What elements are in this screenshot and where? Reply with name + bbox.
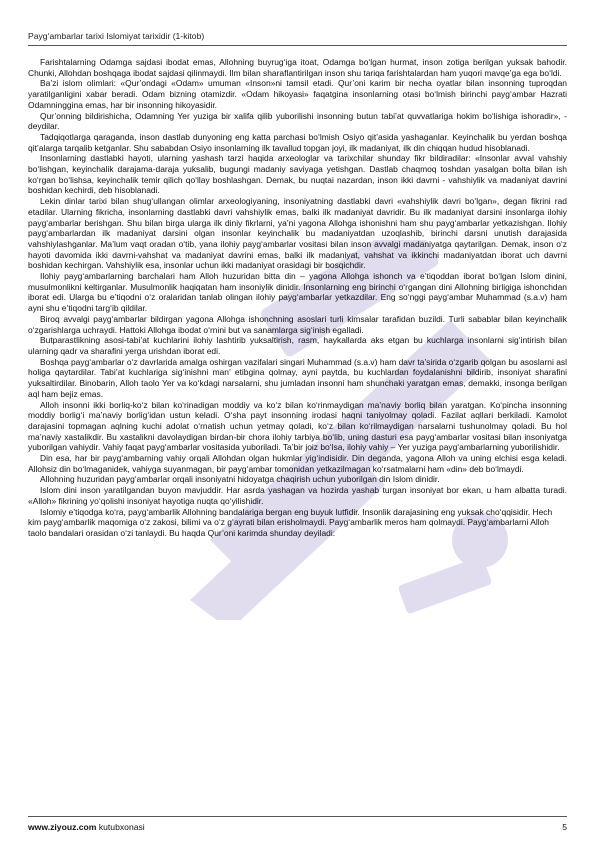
- paragraph: Lekin dinlar tarixi bilan shug‘ullangan olimlar arxeologiyaning, insoniyatning dastlabki davri «vahshiylik davri bo‘lgan», degan fikrini rad etadilar. Ularning fikricha, insonlarning dastlabki davri vahshiylik emas, balki ilk madaniyat davridir. Bu ilk madaniyat darsini insonlarga ilohiy payg‘ambarlar berishgan. Shu bilan birga ularga ilk diniy fikrlarni, ya’ni yagona Allohga ishonishni ham shu payg‘ambarlar yetkazishgan. Ilohiy payg‘ambarlardan ilk madaniyat darsini olgan insonlar keyinchalik bu madaniyatdan uzoqlashib, birinchi darsni unutish darajasida vahshiylashganlar. Ma’lum vaqt oradan o‘tib, yana ilohiy payg‘ambarlar vositasi bilan inson avvalgi madaniyatga qaytarilgan. Demak, inson o‘z hayoti davomida ikki davrni-vahshat va madaniyat davrini emas, balki ilk madaniyat, vahshat va ikkinchi madaniyatdan iborat uch davrni boshidan kechirgan. Vahshiylik esa, insonlar uchun ikki madaniyat orasidagi bir bosqichdir.: [28, 196, 567, 271]
- footer-label: kutubxonasi: [98, 822, 145, 832]
- paragraph: Allohning huzuridan payg‘ambarlar orqali insoniyatni hidoyatga chaqirish uchun yuborilgan din Islom dinidir.: [40, 474, 440, 485]
- paragraph: Ilohiy payg‘ambarlarning barchalari ham Alloh huzuridan bitta din – yagona Allohga ishonch va e’tiqoddan iborat bo‘lgan Islom dinini, musulmonlikni keltirganlar. Musulmonlik haqiqatan ham insoniylik dinidir. Insonlarning eng birinchi o‘rgangan dini Allohning birligiga ishonchdan iborat edi. Ularga bu e’tiqodni o‘z oralaridan tanlab olingan ilohiy payg‘ambarlar yetkazdilar. Eng so‘nggi payg‘ambar Muhammad (s.a.v) ham ayni shu e’tiqodni targ‘ib qildilar.: [28, 271, 567, 314]
- footer-rule: [28, 816, 567, 817]
- paragraph: Din esa, har bir payg‘ambarning vahiy orqali Allohdan olgan hukmlar yig‘indisidir. Din deganda, yagona Alloh va uning elchisi esga keladi. Allohsiz din bo‘lmaganidek, vahiyga suyanmagan, bir payg‘ambar tomonidan yetkazilmagan ko‘rsatmalarni ham «din» deb bo‘lmaydi.: [28, 453, 567, 474]
- paragraph: Islom dini inson yaratilgandan buyon mavjuddir. Har asrda yashagan va hozirda yashab turgan insoniyat bor ekan, u ham albatta turadi. «Alloh» fikrining yo‘qolishi insoniyat hayotiga nuqta qo‘yilishidir.: [28, 485, 567, 506]
- paragraph: Farishtalarning Odamga sajdasi ibodat emas, Allohning buyrug‘iga itoat, Odamga bo‘lgan hurmat, inson zotiga berilgan yuksak bahodir. Chunki, Allohdan boshqaga ibodat sajdasi qilinmaydi. Ilm bilan sharaflantirilgan inson shu tariqa farishtalardan ham yuqori mavqe’ga ega bo‘ldi.: [28, 57, 567, 78]
- paragraph: Boshqa payg‘ambarlar o‘z davrlarida amalga oshirgan vazifalari singari Muhammad (s.a.v) ham davr ta’sirida o‘zgarib qolgan bu asoslarni asl holiga qaytardilar. Tabi’at kuchlariga sig‘inishni man’ etibgina qolmay, ayni paytda, bu kuchlardan foydalanishni bildirib, insoniyat sharafini yuksaltirdilar. Binobarin, Alloh taolo Yer va ko‘kdagi narsalarni, shu jumladan insonni ham shunchaki yaratgan emas, demakki, insonga berilgan aql ham bejiz emas.: [28, 356, 567, 399]
- paragraph: Qur’onning bildirishicha, Odamning Yer yuziga bir xalifa qilib yuborilishi insonning butun tabi’at quvvatlariga hokim bo‘lishiga ishoradir», - deydilar.: [28, 110, 567, 132]
- paragraph: Biroq avvalgi payg‘ambarlar bildirgan yagona Allohga ishonchning asoslari turli kimsalar tarafidan buzildi. Turli sabablar bilan keyinchalik o‘zgarishlarga uchraydi. Hattoki Allohga ibodat o‘rnini but va sanamlarga sig‘inish egalladi.: [28, 313, 567, 335]
- paragraph: Alloh insonni ikki borliq-ko‘z bilan ko‘rinadigan moddiy va ko‘z bilan ko‘rinmaydigan ma’naviy borliq bilan yaratgan. Ko‘pincha insonning moddiy borlig‘i ma’naviy borlig‘idan ustun keladi. O‘sha payt insonning irodasi haqni taniyolmay qoladi. Fazilat aqllari berkiladi. Kamolot darajasini topmagan aqlning kuchi adolat o‘rnatish uchun yetmay qoladi, ko‘z bilan ko‘rilmaydigan narsalarni tushunolmay qoladi. Bu hol ma’naviy xastalikdir. Bu xastalikni davolaydigan birdan-bir chora ilohiy tarbiya bo‘lib, uning dasturi esa payg‘ambarlar vositasi bilan insoniyatga yuborilgan vahiydir. Vahiy faqat payg‘ambarlar vositasida yuboriladi. Ta’bir joiz bo‘lsa, ilohiy vahiy – Yer yuziga payg‘ambarlarning yuborilishidir.: [28, 399, 567, 453]
- paragraph: Ba’zi islom olimlari: «Qur’ondagi «Odam» umuman «Inson»ni tamsil etadi. Qur’oni karim bir necha oyatlar bilan insonning tuproqdan yaratilganligini xabar beradi. Odam bizning otamizdir. «Odam hikoyasi» faqatgina insonlarning otasi bo‘lmish birinchi payg‘ambar Hazrati Odamninggina emas, har bir insonning hikoyasidir.: [28, 78, 567, 110]
- footer-site-link[interactable]: www.ziyouz.com: [28, 822, 97, 832]
- paragraph: Butparastlikning asosi-tabi’at kuchlarini ilohiy lashtirib yuksaltirish, rasm, haykallarda aks etgan bu kuchlarga insonlarni sig‘intirish bilan ularning qadr va sharafini yerga urishdan iborat edi.: [28, 335, 567, 356]
- running-header: Payg‘ambarlar tarixi Islomiyat tarixidir (1-kitob): [28, 31, 205, 41]
- page-footer: [28, 822, 567, 832]
- paragraph: Insonlarning dastlabki hayoti, ularning yashash tarzi haqida arxeologlar va tarixchilar shunday fikr bildiradilar: «Insonlar avval vahshiy bo‘lishgan, keyinchalik darajama-daraja yuksalib, bugungi madaniy saviyaga yetishgan. Dastlab chaqmoq toshdan yasalgan bolta bilan ish ko‘rgan bo‘lishsa, keyinchalik temir qilich qo‘llay boshlashgan. Demak, bu nuqtai nazardan, inson ikki davrni - vahshiylik va madaniyat davrini boshidan kechirdi, deb hisoblanadi.: [28, 153, 567, 196]
- paragraph: Tadqiqotlarga qaraganda, inson dastlab dunyoning eng katta parchasi bo‘lmish Osiyo qit’asida yashaganlar. Keyinchalik bu yerdan boshqa qit’alarga tarqalib ketganlar. Shu sababdan Osiyo insonlarning ilk tavallud topgan joyi, ilk madaniyat, ilk din chiqqan hudud hisoblanadi.: [28, 131, 567, 153]
- page-body: [28, 57, 567, 539]
- header-rule: [28, 45, 567, 46]
- page-number: 5: [562, 822, 567, 832]
- paragraph: Islomiy e’tiqodga ko‘ra, payg‘ambarlik Allohning bandalariga bergan eng buyuk lutfidir. Insonlik darajasining eng yuksak cho‘qqisidir. Hech kim payg‘ambarlik maqomiga o‘z zakosi, bilimi va o‘z g‘ayrati bilan erisholmaydi. Payg‘ambarlik meros ham qolmaydi. Payg‘ambarlarni Alloh taolo bandalari orasidan o‘zi tanlaydi. Bu haqda Qur’oni karimda shunday deyiladi:: [28, 506, 553, 538]
